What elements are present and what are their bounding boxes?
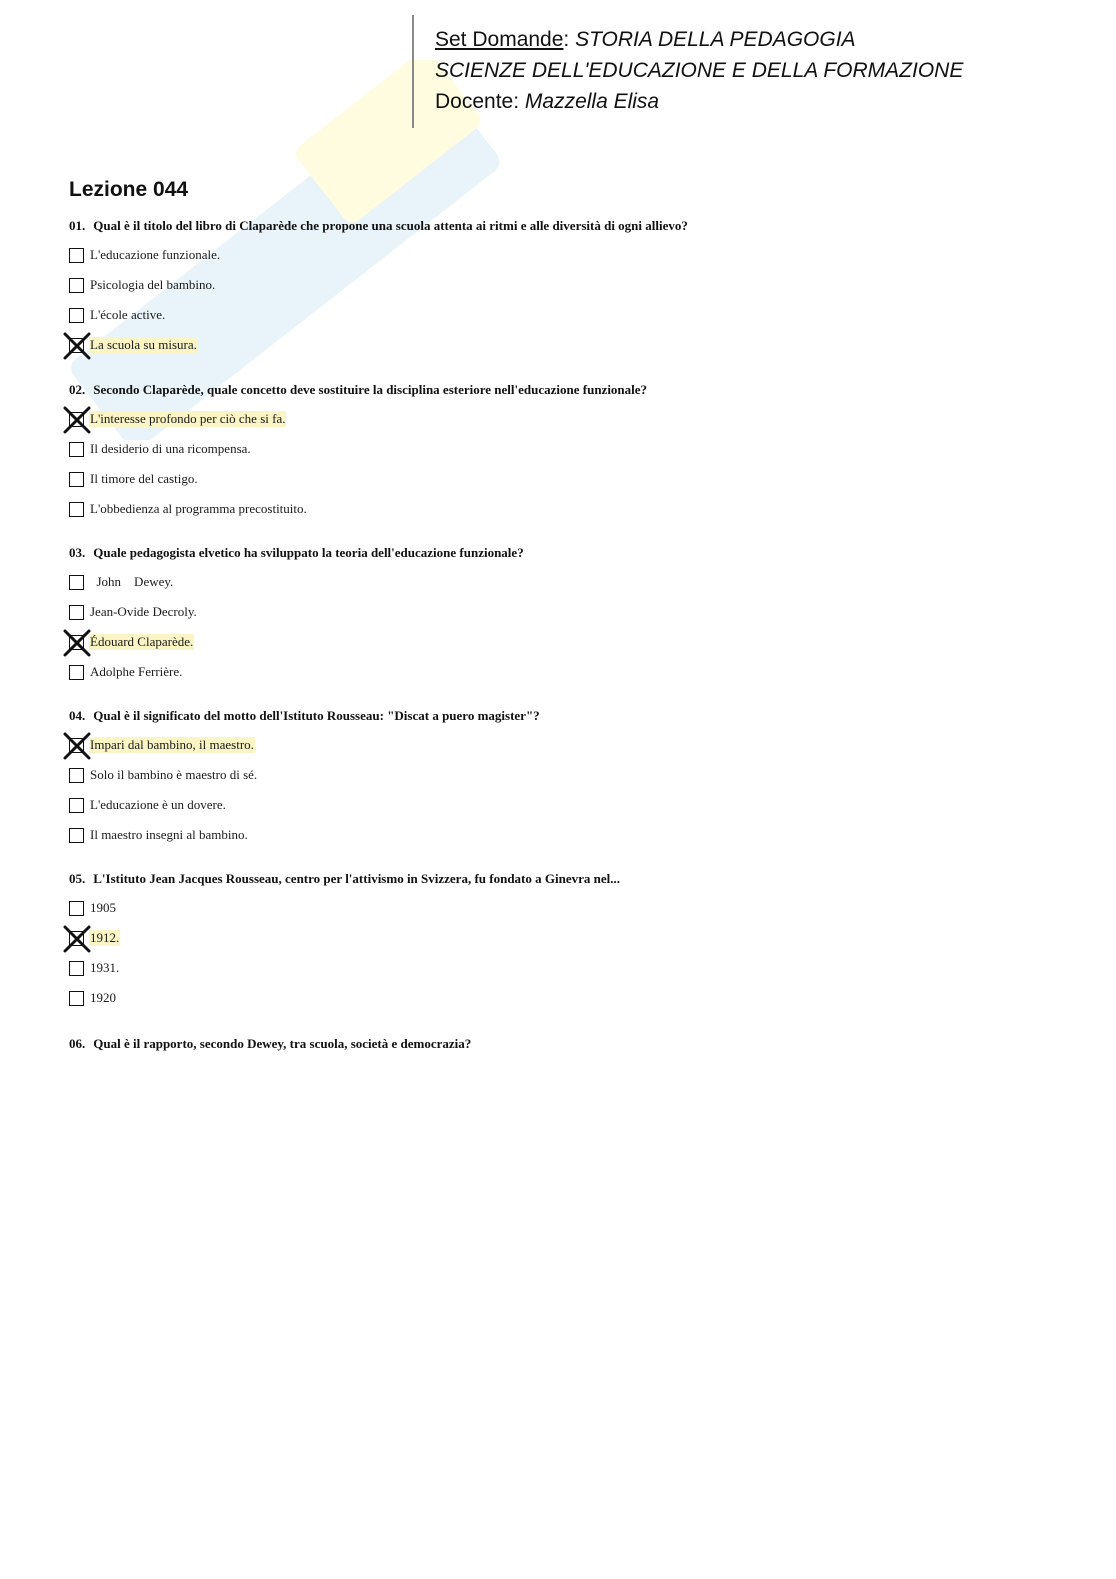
answer-option[interactable] <box>69 270 1069 300</box>
question-text <box>69 1035 1069 1053</box>
answer-option[interactable] <box>69 567 1069 597</box>
checkbox[interactable] <box>69 901 84 916</box>
answer-label: John Dewey. <box>90 574 174 589</box>
answer-label: Jean-Ovide Decroly. <box>90 604 197 619</box>
answer-label: 1920 <box>90 990 116 1005</box>
question-03 <box>69 544 1069 687</box>
degree-title: SCIENZE DELL'EDUCAZIONE E DELLA FORMAZIONE <box>435 59 964 82</box>
question-number: 01. <box>69 218 86 233</box>
checkbox-checked[interactable] <box>69 412 84 427</box>
question-label: Qual è il significato del motto dell'Istituto Rousseau: "Discat a puero magister"? <box>93 708 540 723</box>
checkbox[interactable] <box>69 991 84 1006</box>
answer-option[interactable] <box>69 893 1069 923</box>
answer-option[interactable] <box>69 494 1069 524</box>
checkbox[interactable] <box>69 961 84 976</box>
answer-label: Il desiderio di una ricompensa. <box>90 441 251 456</box>
checkbox[interactable] <box>69 768 84 783</box>
answer-option[interactable] <box>69 240 1069 270</box>
answer-option[interactable] <box>69 730 1069 760</box>
question-01 <box>69 217 1069 360</box>
answer-label: 1905 <box>90 900 116 915</box>
checkbox[interactable] <box>69 442 84 457</box>
question-number: 05. <box>69 871 86 886</box>
answer-option[interactable] <box>69 790 1069 820</box>
question-text <box>69 870 1069 888</box>
course-title: STORIA DELLA PEDAGOGIA <box>575 28 856 51</box>
checkbox[interactable] <box>69 575 84 590</box>
checkbox-checked[interactable] <box>69 635 84 650</box>
document-header <box>435 24 963 117</box>
x-mark-icon <box>63 406 91 434</box>
answer-option[interactable] <box>69 330 1069 360</box>
answer-label: Solo il bambino è maestro di sé. <box>90 767 258 782</box>
teacher-name: Mazzella Elisa <box>524 90 660 113</box>
question-text <box>69 381 1069 399</box>
answer-option[interactable] <box>69 657 1069 687</box>
question-text <box>69 707 1069 725</box>
answer-label: Il maestro insegni al bambino. <box>90 827 248 842</box>
degree-line <box>435 55 963 86</box>
question-02 <box>69 381 1069 524</box>
question-04 <box>69 707 1069 850</box>
set-label: Set Domande <box>435 28 564 51</box>
question-number: 02. <box>69 382 86 397</box>
set-line <box>435 24 963 55</box>
question-label: Secondo Claparède, quale concetto deve sostituire la disciplina esteriore nell'educazione funzionale? <box>93 382 648 397</box>
question-label: Qual è il rapporto, secondo Dewey, tra scuola, società e democrazia? <box>93 1036 472 1051</box>
answer-option[interactable] <box>69 760 1069 790</box>
set-separator: : <box>563 28 576 51</box>
checkbox-checked[interactable] <box>69 931 84 946</box>
answer-label-selected: Impari dal bambino, il maestro. <box>90 737 254 752</box>
question-label: Quale pedagogista elvetico ha sviluppato la teoria dell'educazione funzionale? <box>93 545 524 560</box>
answer-label: Il timore del castigo. <box>90 471 198 486</box>
question-number: 04. <box>69 708 86 723</box>
lesson-title: Lezione 044 <box>69 178 189 201</box>
answer-label: L'educazione funzionale. <box>90 247 221 262</box>
answer-label: Adolphe Ferrière. <box>90 664 183 679</box>
checkbox[interactable] <box>69 605 84 620</box>
answer-option[interactable] <box>69 923 1069 953</box>
teacher-label: Docente: <box>435 90 525 113</box>
x-mark-icon <box>63 332 91 360</box>
question-number: 06. <box>69 1036 86 1051</box>
x-mark-icon <box>63 925 91 953</box>
question-label: Qual è il titolo del libro di Claparède che propone una scuola attenta ai ritmi e alle diversità di ogni allievo? <box>93 218 688 233</box>
answer-option[interactable] <box>69 627 1069 657</box>
checkbox[interactable] <box>69 798 84 813</box>
question-text <box>69 544 1069 562</box>
checkbox[interactable] <box>69 308 84 323</box>
answer-option[interactable] <box>69 464 1069 494</box>
answer-option[interactable] <box>69 300 1069 330</box>
x-mark-icon <box>63 629 91 657</box>
question-06 <box>69 1035 1069 1053</box>
answer-label: Psicologia del bambino. <box>90 277 216 292</box>
checkbox[interactable] <box>69 472 84 487</box>
x-mark-icon <box>63 732 91 760</box>
checkbox[interactable] <box>69 248 84 263</box>
answer-option[interactable] <box>69 983 1069 1013</box>
answer-label: L'école active. <box>90 307 166 322</box>
answer-label-selected: L'interesse profondo per ciò che si fa. <box>90 411 286 426</box>
question-05 <box>69 870 1069 1013</box>
answer-label: L'educazione è un dovere. <box>90 797 226 812</box>
answer-option[interactable] <box>69 597 1069 627</box>
answer-label-selected: 1912. <box>90 930 120 945</box>
header-divider <box>412 15 414 128</box>
teacher-line <box>435 86 963 117</box>
answer-option[interactable] <box>69 404 1069 434</box>
answer-label: 1931. <box>90 960 120 975</box>
checkbox-checked[interactable] <box>69 338 84 353</box>
answer-option[interactable] <box>69 434 1069 464</box>
checkbox-checked[interactable] <box>69 738 84 753</box>
checkbox[interactable] <box>69 278 84 293</box>
checkbox[interactable] <box>69 502 84 517</box>
answer-option[interactable] <box>69 820 1069 850</box>
question-label: L'Istituto Jean Jacques Rousseau, centro per l'attivismo in Svizzera, fu fondato a Ginevra nel... <box>93 871 620 886</box>
answer-label-selected: Édouard Claparède. <box>90 634 194 649</box>
question-text <box>69 217 1069 235</box>
answer-label: L'obbedienza al programma precostituito. <box>90 501 307 516</box>
checkbox[interactable] <box>69 665 84 680</box>
answer-label-selected: La scuola su misura. <box>90 337 197 352</box>
answer-option[interactable] <box>69 953 1069 983</box>
checkbox[interactable] <box>69 828 84 843</box>
question-number: 03. <box>69 545 86 560</box>
